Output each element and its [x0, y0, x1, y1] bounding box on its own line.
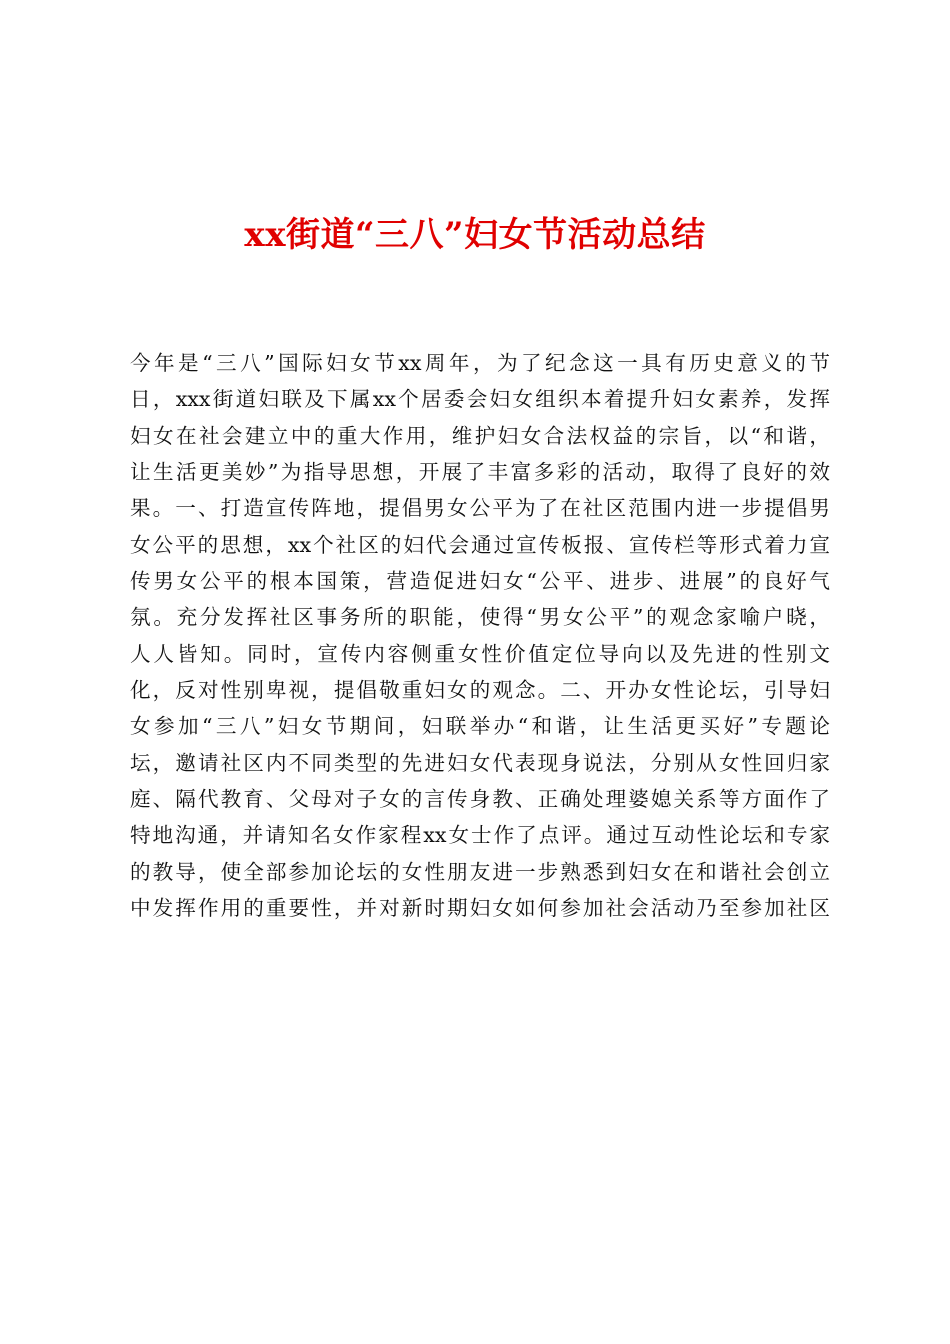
- body-line: 妇女在社会建立中的重大作用，维护妇女合法权益的宗旨，以“和谐，: [130, 423, 830, 448]
- document-title: xx街道“三八”妇女节活动总结: [244, 215, 706, 255]
- body-line: 氛。充分发挥社区事务所的职能，使得“男女公平”的观念家喻户晓，: [130, 605, 830, 630]
- body-line: 人人皆知。同时，宣传内容侧重女性价值定位导向以及先进的性别文: [130, 641, 830, 666]
- body-line: 让生活更美妙”为指导思想，开展了丰富多彩的活动，取得了良好的效: [130, 460, 830, 485]
- document-body: [130, 343, 830, 925]
- body-line: 女公平的思想，xx个社区的妇代会通过宣传板报、宣传栏等形式着力宣: [130, 532, 830, 557]
- body-line: 传男女公平的根本国策，营造促进妇女“公平、进步、进展”的良好气: [130, 569, 830, 594]
- body-line: 化，反对性别卑视，提倡敬重妇女的观念。二、开办女性论坛，引导妇: [130, 678, 830, 703]
- body-line: 女参加“三八”妇女节期间，妇联举办“和谐，让生活更买好”专题论: [130, 714, 830, 739]
- body-line: 庭、隔代教育、父母对子女的言传身教、正确处理婆媳关系等方面作了: [130, 787, 830, 812]
- body-line: 果。一、打造宣传阵地，提倡男女公平为了在社区范围内进一步提倡男: [130, 496, 830, 521]
- body-line: 的教导，使全部参加论坛的女性朋友进一步熟悉到妇女在和谐社会创立: [130, 859, 830, 884]
- body-line: 中发挥作用的重要性，并对新时期妇女如何参加社会活动乃至参加社区: [130, 896, 830, 921]
- body-line: 坛，邀请社区内不同类型的先进妇女代表现身说法，分别从女性回归家: [130, 750, 830, 775]
- body-line: 今年是“三八”国际妇女节xx周年，为了纪念这一具有历史意义的节: [130, 351, 830, 375]
- body-line: 特地沟通，并请知名女作家程xx女士作了点评。通过互动性论坛和专家: [130, 823, 830, 848]
- body-line: 日，xxx街道妇联及下属xx个居委会妇女组织本着提升妇女素养，发挥: [130, 387, 830, 412]
